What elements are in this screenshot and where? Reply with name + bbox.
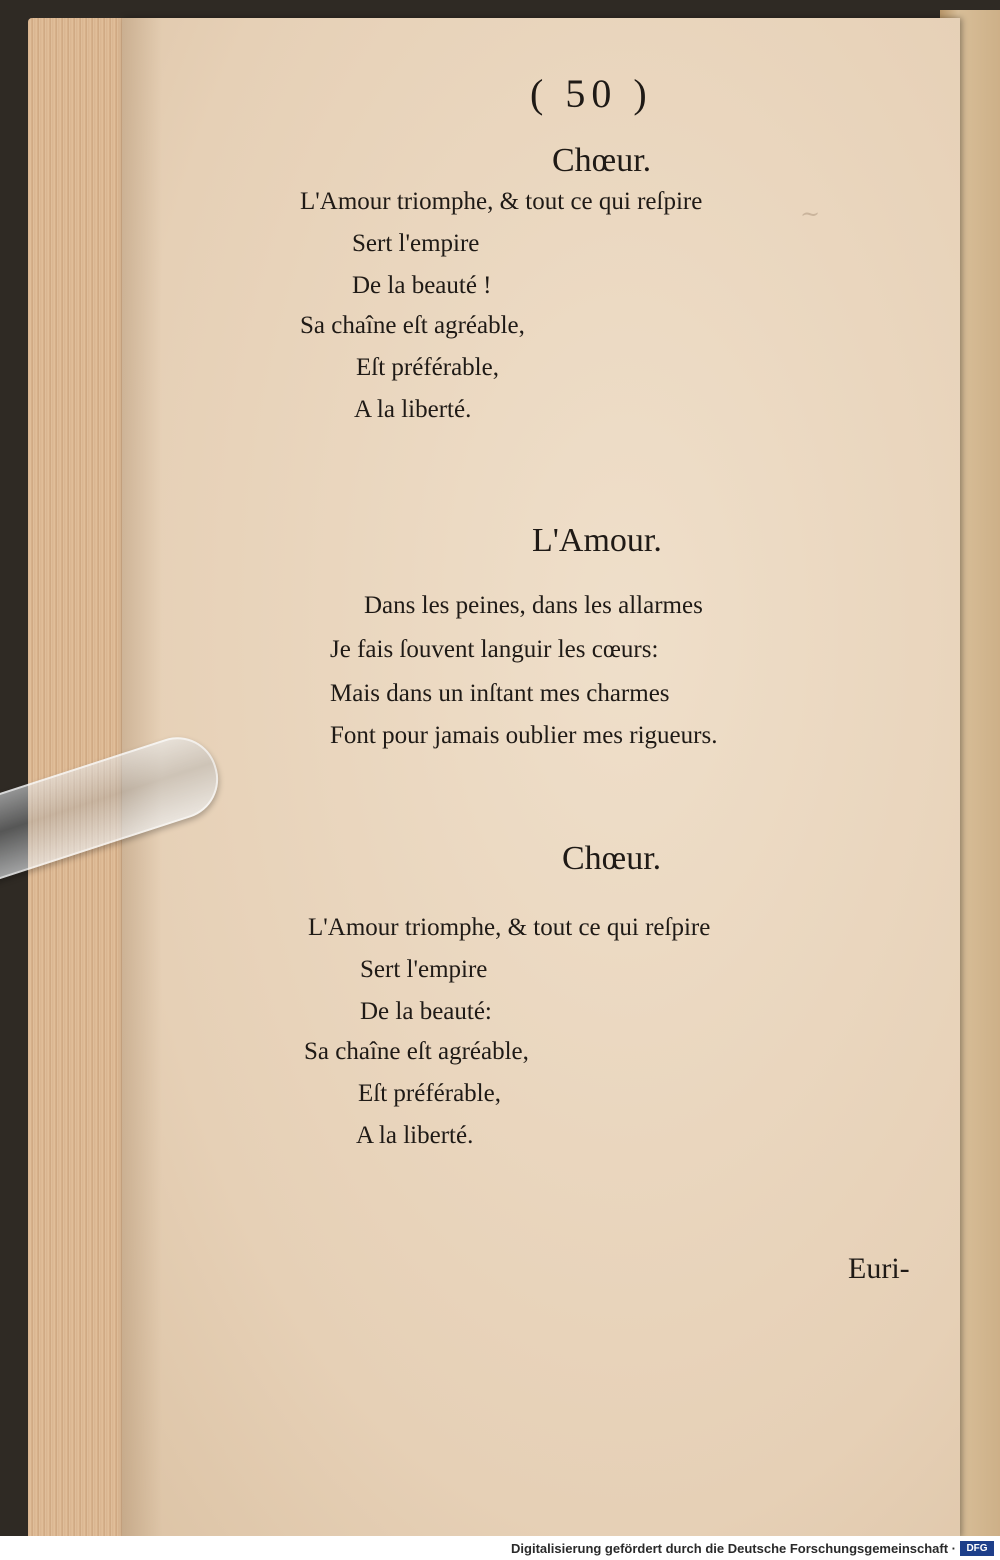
verse-line: Sert l'empire	[360, 956, 488, 983]
verse-line: De la beauté !	[352, 272, 492, 299]
verse-line: Sert l'empire	[352, 230, 480, 257]
verse-line: A la liberté.	[356, 1122, 474, 1149]
footer-bar	[0, 1536, 1000, 1560]
verse-line: L'Amour triomphe, & tout ce qui reſpire	[300, 188, 703, 215]
verse-line: A la liberté.	[354, 396, 472, 423]
verse-line: Eſt préférable,	[358, 1080, 501, 1107]
verse-line: De la beauté:	[360, 998, 492, 1025]
dfg-logo-icon: DFG	[960, 1541, 994, 1556]
verse-line: Je fais ſouvent languir les cœurs:	[330, 636, 659, 663]
section-heading: Chœur.	[562, 840, 662, 877]
verse-line: Font pour jamais oublier mes rigueurs.	[330, 722, 718, 749]
verse-line: Mais dans un inſtant mes charmes	[330, 680, 670, 707]
verse-line: Sa chaîne eſt agréable,	[304, 1038, 529, 1065]
footer-credit: Digitalisierung gefördert durch die Deutsche Forschungsgemeinschaft ·	[511, 1541, 956, 1556]
section-heading: Chœur.	[552, 142, 652, 179]
section-heading: L'Amour.	[532, 522, 662, 559]
verse-line: L'Amour triomphe, & tout ce qui reſpire	[308, 914, 711, 941]
verse-line: Dans les peines, dans les allarmes	[364, 592, 703, 619]
page-number: ( 50 )	[530, 71, 653, 116]
book-page	[122, 18, 960, 1538]
catchword: Euri-	[848, 1252, 910, 1285]
verse-line: Eſt préférable,	[356, 354, 499, 381]
verse-line: Sa chaîne eſt agréable,	[300, 312, 525, 339]
